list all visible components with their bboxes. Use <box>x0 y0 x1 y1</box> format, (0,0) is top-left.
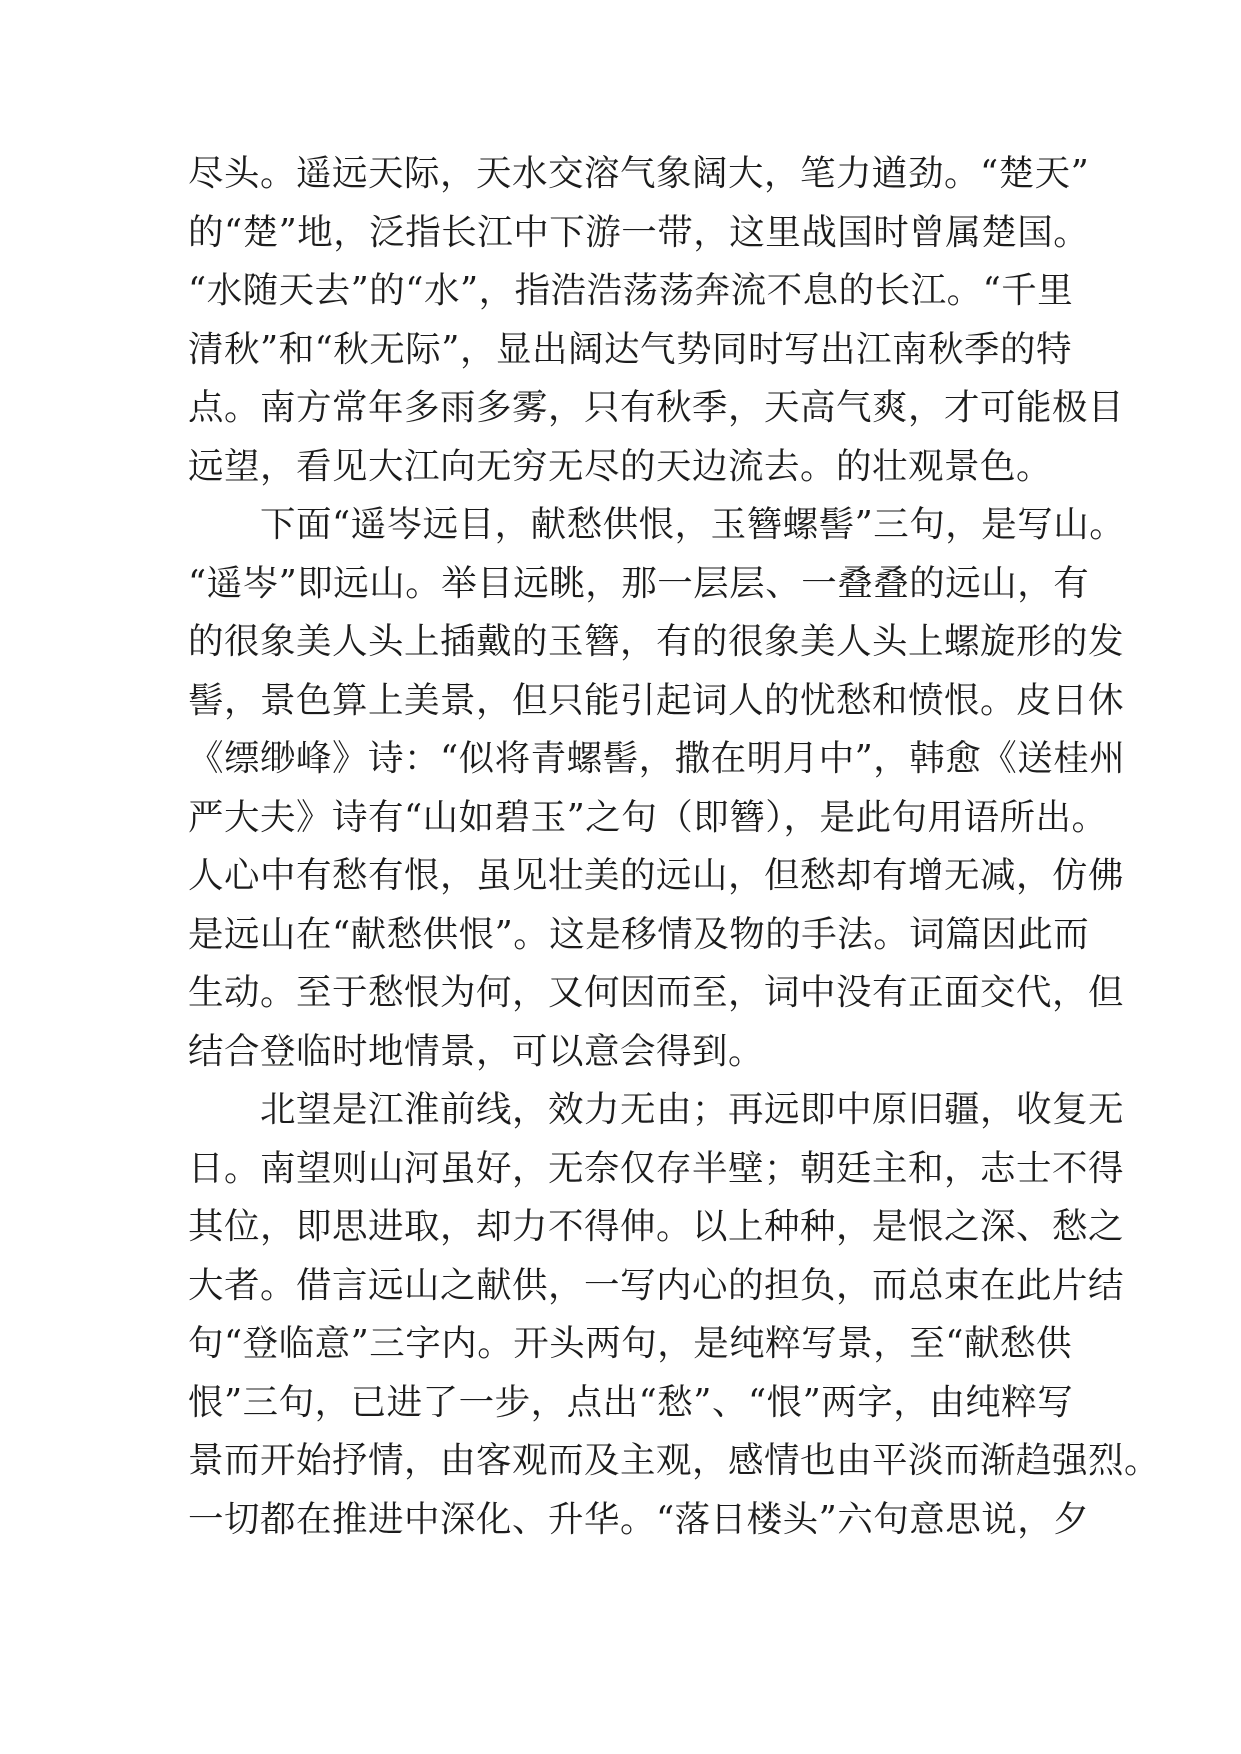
text-line: 人心中有愁有恨，虽见壮美的远山，但愁却有增无减，仿佛 <box>188 855 1125 896</box>
text-line: “水随天去”的“水”，指浩浩荡荡奔流不息的长江。“千里 <box>188 270 1074 311</box>
text-line: 一切都在推进中深化、升华。“落日楼头”六句意思说，夕 <box>188 1498 1090 1540</box>
body-text <box>188 145 1161 1549</box>
text-line: 的很象美人头上插戴的玉簪，有的很象美人头上螺旋形的发 <box>188 621 1125 662</box>
text-line: 其位，即思进取，却力不得伸。以上种种，是恨之深、愁之 <box>188 1206 1125 1247</box>
text-line: “遥岑”即远山。举目远眺，那一层层、一叠叠的远山，有 <box>188 562 1090 604</box>
text-line: 是远山在“献愁供恨”。这是移情及物的手法。词篇因此而 <box>188 913 1090 955</box>
text-line: 生动。至于愁恨为何，又何因而至，词中没有正面交代，但 <box>188 972 1125 1013</box>
text-line: 句“登临意”三字内。开头两句，是纯粹写景，至“献愁供 <box>188 1323 1072 1364</box>
text-line: 恨”三句，已进了一步，点出“愁”、“恨”两字，由纯粹写 <box>188 1381 1074 1423</box>
text-line: 日。南望则山河虽好，无奈仅存半壁；朝廷主和，志士不得 <box>188 1147 1125 1189</box>
text-line: 严大夫》诗有“山如碧玉”之句（即簪），是此句用语所出。 <box>188 796 1108 838</box>
text-line: 下面“遥岑远目，献愁供恨，玉簪螺髻”三句，是写山。 <box>260 504 1126 545</box>
text-line: 大者。借言远山之献供，一写内心的担负，而总束在此片结 <box>188 1264 1125 1306</box>
text-line: 髻，景色算上美景，但只能引起词人的忧愁和愤恨。皮日休 <box>188 679 1125 721</box>
text-line: 点。南方常年多雨多雾，只有秋季，天高气爽，才可能极目 <box>188 387 1125 428</box>
text-line: 的“楚”地，泛指长江中下游一带，这里战国时曾属楚国。 <box>188 211 1090 253</box>
text-line: 北望是江淮前线，效力无由；再远即中原旧疆，收复无 <box>260 1089 1125 1130</box>
text-line: 景而开始抒情，由客观而及主观，感情也由平淡而渐趋强烈。 <box>188 1440 1161 1481</box>
text-line: 《缥缈峰》诗：“似将青螺髻，撒在明月中”，韩愈《送桂州 <box>188 738 1126 779</box>
text-line: 清秋”和“秋无际”，显出阔达气势同时写出江南秋季的特 <box>188 328 1072 370</box>
text-line: 远望，看见大江向无穷无尽的天边流去。的壮观景色。 <box>188 445 1053 487</box>
text-line: 尽头。遥远天际，天水交溶气象阔大，笔力遒劲。“楚天” <box>188 153 1090 194</box>
text-line: 结合登临时地情景，可以意会得到。 <box>188 1030 765 1072</box>
